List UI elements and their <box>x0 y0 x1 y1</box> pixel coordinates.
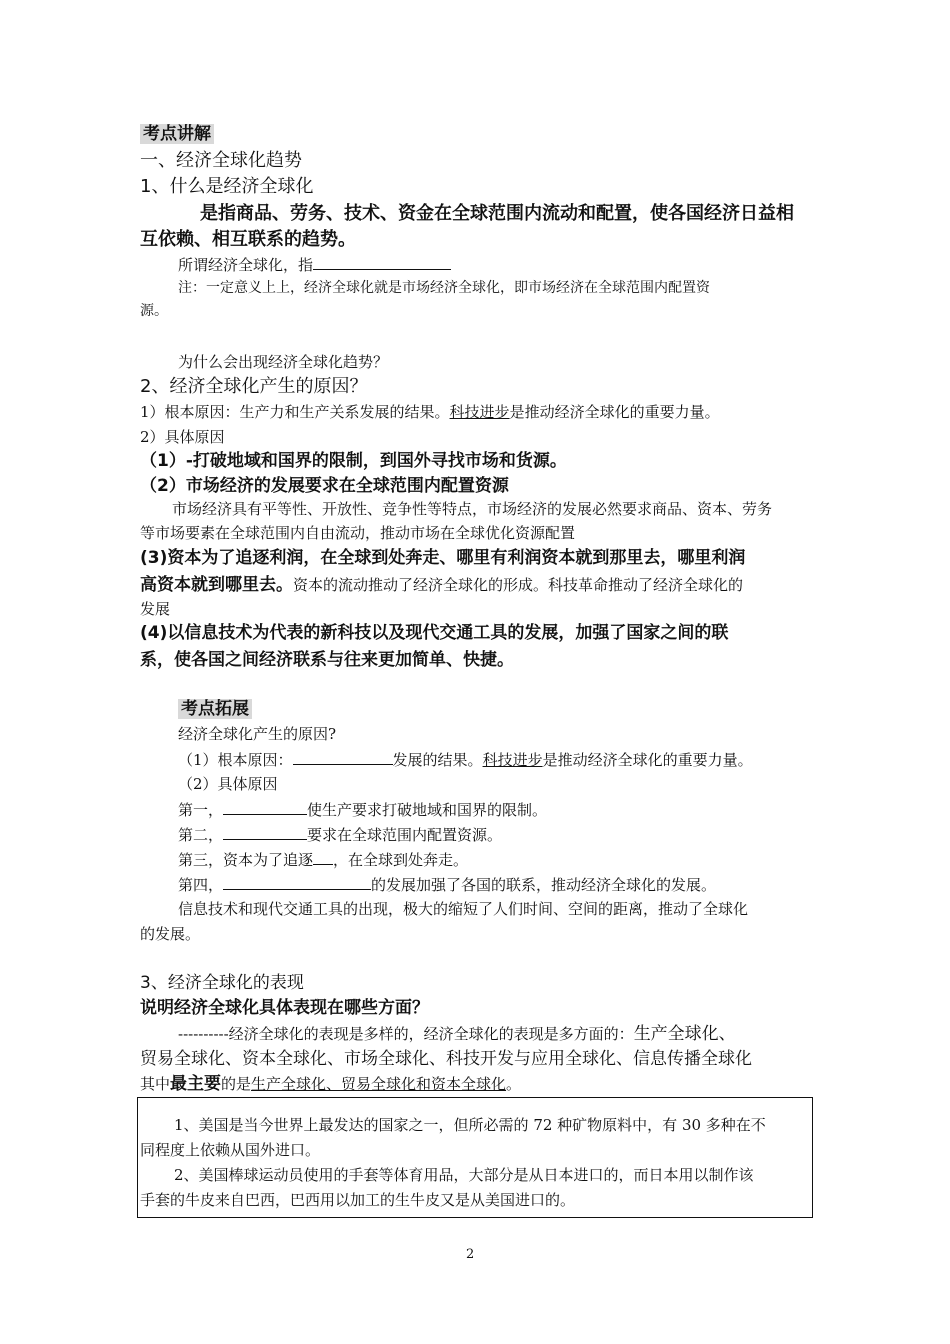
cause-4-line-2: 系，使各国之间经济联系与往来更加简单、快捷。 <box>140 650 514 670</box>
cause-3-line-2: 高资本就到哪里去。资本的流动推动了经济全球化的形成。科技革命推动了经济全球化的 <box>140 575 744 595</box>
cause-1: （1）-打破地域和国界的限制，到国外寻找市场和货源。 <box>140 451 567 471</box>
example-2-line-1: 2、美国棒球运动员使用的手套等体育用品，大部分是从日本进口的，而日本用以制作该 <box>174 1166 754 1184</box>
answer-blank <box>223 825 307 840</box>
cause-4-line-1: (4)以信息技术为代表的新科技以及现代交通工具的发展，加强了国家之间的联 <box>140 623 729 643</box>
extension-first: 第一， 使生产要求打破地域和国界的限制。 <box>178 801 548 819</box>
extension-second: 第二， 要求在全球范围内配置资源。 <box>178 826 503 844</box>
cause-2-detail-2: 等市场要素在全球范围内自由流动，推动市场在全球优化资源配置 <box>140 524 576 542</box>
manifestations-line-3: 其中最主要的是生产全球化、贸易全球化和资本全球化。 <box>140 1074 522 1094</box>
specific-causes: 2）具体原因 <box>140 428 225 446</box>
answer-blank <box>293 750 393 765</box>
page-number: 2 <box>466 1247 475 1262</box>
cause-3-line-3: 发展 <box>140 600 171 618</box>
info-tech-line-1: 信息技术和现代交通工具的出现，极大的缩短了人们时间、空间的距离，推动了全球化 <box>178 900 749 918</box>
note-line-2: 源。 <box>140 303 168 319</box>
manifestations-line-2: 贸易全球化、资本全球化、市场全球化、科技开发与应用全球化、信息传播全球化 <box>140 1049 752 1069</box>
info-tech-line-2: 的发展。 <box>140 925 201 943</box>
definition-line-1: 是指商品、劳务、技术、资金在全球范围内流动和配置，使各国经济日益相 <box>200 203 794 224</box>
why-question: 为什么会出现经济全球化趋势？ <box>178 353 389 371</box>
example-1-line-2: 同程度上依赖从国外进口。 <box>140 1141 321 1159</box>
extension-specific: （2）具体原因 <box>178 775 278 793</box>
note-line-1: 注：一定意义上上，经济全球化就是市场经济全球化，即市场经济在全球范围内配置资 <box>178 280 710 296</box>
cause-2-detail-1: 市场经济具有平等性、开放性、竞争性等特点，市场经济的发展必然要求商品、资本、劳务 <box>172 500 773 518</box>
extension-root-cause: （1）根本原因： 发展的结果。科技进步是推动经济全球化的重要力量。 <box>178 751 753 769</box>
manifestations-line-1: ----------经济全球化的表现是多样的，经济全球化的表现是多方面的：生产全球化、 <box>178 1024 736 1044</box>
definition-line-2: 互依赖、相互联系的趋势。 <box>140 229 356 250</box>
answer-blank <box>313 850 333 865</box>
cause-3-line-1: (3)资本为了追逐利润，在全球到处奔走、哪里有利润资本就到那里去，哪里利润 <box>140 548 746 568</box>
extension-third: 第三，资本为了追逐 ，在全球到处奔走。 <box>178 851 469 869</box>
cause-2: （2）市场经济的发展要求在全球范围内配置资源 <box>140 476 509 496</box>
heading-globalization-trend: 一、经济全球化趋势 <box>140 150 302 171</box>
section-badge-explanation: 考点讲解 <box>140 124 214 145</box>
question-manifestations: 3、经济全球化的表现 <box>140 973 304 993</box>
section-badge-extension: 考点拓展 <box>178 699 252 720</box>
example-1-line-1: 1、美国是当今世界上最发达的国家之一，但所必需的 72 种矿物原料中，有 30 多种在不 <box>174 1116 766 1134</box>
example-2-line-2: 手套的牛皮来自巴西，巴西用以加工的生牛皮又是从美国进口的。 <box>140 1191 576 1209</box>
question-what-is-globalization: 1、什么是经济全球化 <box>140 176 314 197</box>
question-causes: 2、经济全球化产生的原因？ <box>140 376 368 397</box>
fill-in-definition: 所谓经济全球化，指 <box>178 255 451 275</box>
answer-blank <box>313 255 451 270</box>
extension-fourth: 第四， 的发展加强了各国的联系，推动经济全球化的发展。 <box>178 876 717 894</box>
answer-blank <box>223 875 371 890</box>
answer-blank <box>223 800 307 815</box>
root-cause: 1）根本原因：生产力和生产关系发展的结果。科技进步是推动经济全球化的重要力量。 <box>140 403 720 421</box>
question-manifestations-detail: 说明经济全球化具体表现在哪些方面？ <box>140 998 429 1018</box>
extension-title: 经济全球化产生的原因? <box>178 725 337 743</box>
